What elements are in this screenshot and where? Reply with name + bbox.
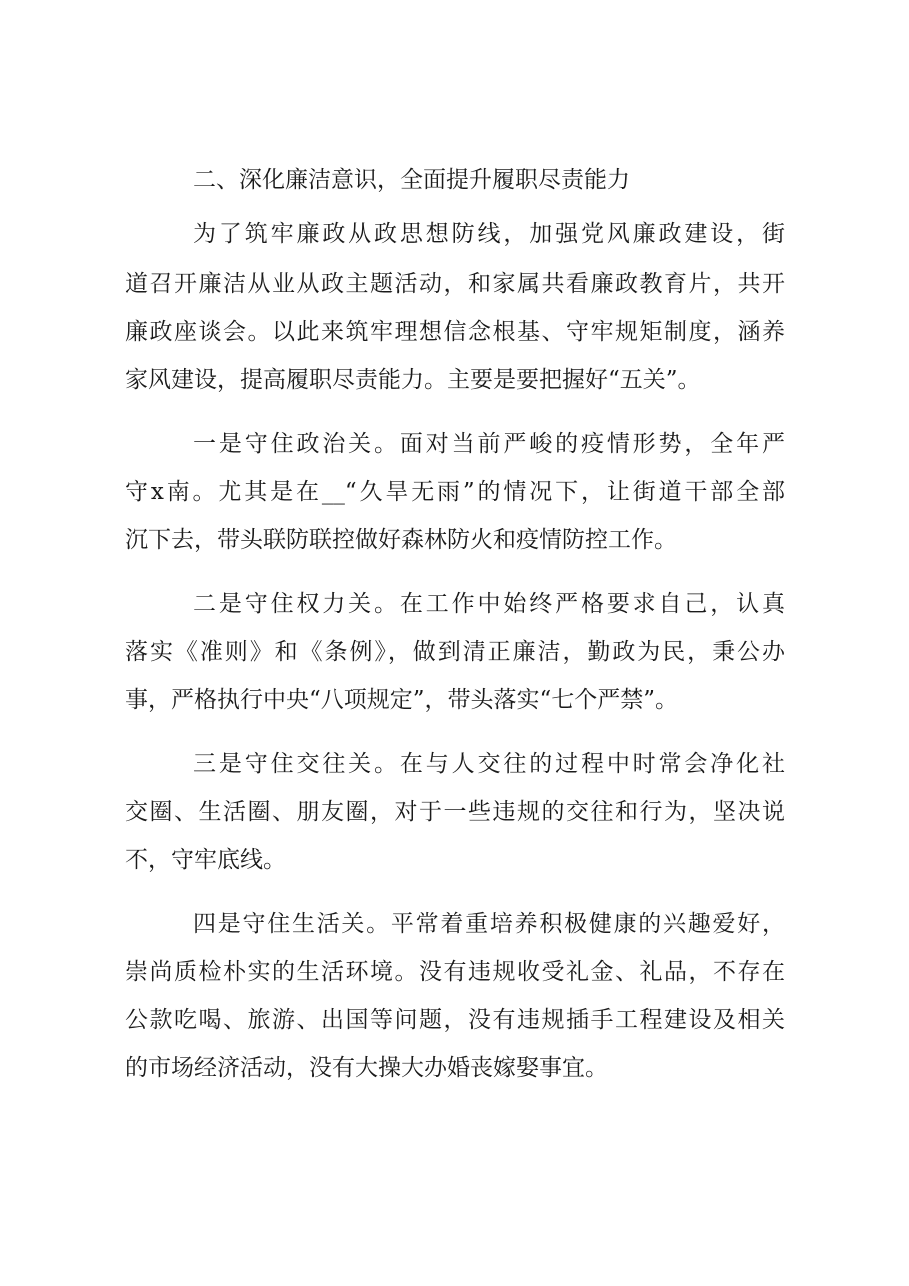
paragraph-4-line-2: 交圈、生活圈、朋友圈，对于一些违规的交往和行为，坚决说 (125, 799, 785, 825)
paragraph-1-line-2: 道召开廉洁从业从政主题活动，和家属共看廉政教育片，共开 (125, 271, 785, 297)
paragraph-4-line-3: 不，守牢底线。 (125, 847, 286, 873)
paragraph-2-line-2: 守x南。尤其是在__“久旱无雨”的情况下，让街道干部全部 (125, 479, 785, 505)
paragraph-1-line-3: 廉政座谈会。以此来筑牢理想信念根基、守牢规矩制度，涵养 (125, 319, 785, 345)
paragraph-5-line-3: 公款吃喝、旅游、出国等问题，没有违规插手工程建设及相关 (125, 1007, 785, 1033)
paragraph-5-line-2: 崇尚质检朴实的生活环境。没有违规收受礼金、礼品，不存在 (125, 959, 785, 985)
paragraph-1-line-1: 为了筑牢廉政从政思想防线，加强党风廉政建设，街 (193, 221, 785, 247)
paragraph-3-line-2: 落实《准则》和《条例》，做到清正廉洁，勤政为民，秉公办 (125, 639, 785, 665)
section-heading: 二、深化廉洁意识，全面提升履职尽责能力 (193, 167, 630, 193)
paragraph-3-line-1: 二是守住权力关。在工作中始终严格要求自己，认真 (193, 591, 785, 617)
paragraph-2-line-3: 沉下去，带头联防联控做好森林防火和疫情防控工作。 (125, 527, 677, 553)
paragraph-4-line-1: 三是守住交往关。在与人交往的过程中时常会净化社 (193, 751, 785, 777)
paragraph-3-line-3: 事，严格执行中央“八项规定”，带头落实“七个严禁”。 (125, 687, 679, 713)
paragraph-1-line-4: 家风建设，提高履职尽责能力。主要是要把握好“五关”。 (125, 367, 701, 393)
paragraph-5-line-1: 四是守住生活关。平常着重培养积极健康的兴趣爱好， (193, 911, 785, 937)
paragraph-5-line-4: 的市场经济活动，没有大操大办婚丧嫁娶事宜。 (125, 1055, 608, 1081)
paragraph-2-line-1: 一是守住政治关。面对当前严峻的疫情形势，全年严 (193, 431, 785, 457)
